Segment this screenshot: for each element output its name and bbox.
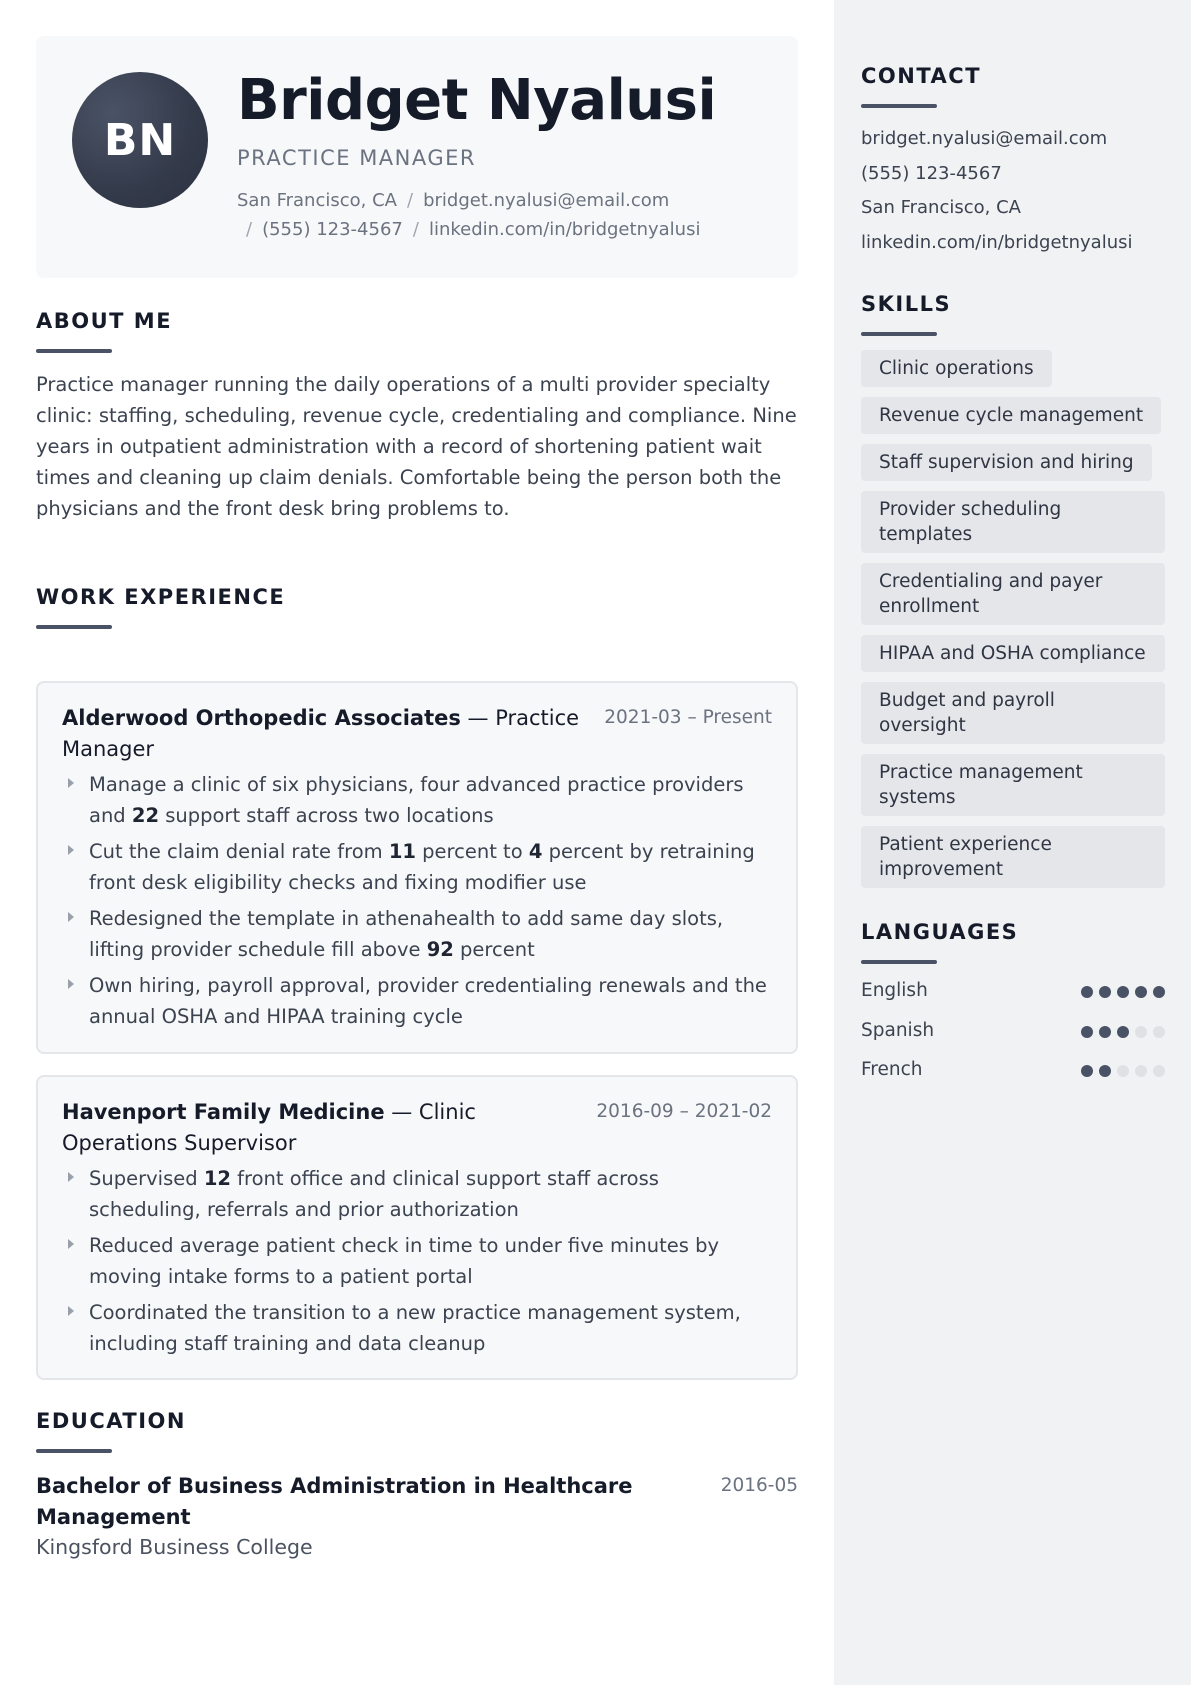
language-level-dots (1081, 1026, 1165, 1038)
level-dot-empty (1135, 1065, 1147, 1077)
language-level-dots (1081, 986, 1165, 998)
skills-section (861, 292, 1165, 888)
level-dot-filled (1081, 1065, 1093, 1077)
section-rule (861, 960, 937, 964)
header-contact-line-2 (237, 219, 700, 240)
languages-title: LANGUAGES (861, 920, 1019, 944)
level-dot-empty (1135, 1026, 1147, 1038)
contact-title: CONTACT (861, 64, 982, 88)
about-text: Practice manager running the daily operations of a multi provider specialty clinic: staffing, scheduling, revenue cycle, credentialing and compliance. Nine years in outpatient administration with a record of shortening patient wait times and cleaning up claim denials. Comfortable being the person both the physicians and the front desk bring problems to. (36, 373, 797, 520)
language-row (861, 980, 1165, 1020)
job-bullet: Coordinated the transition to a new practice management system, including staff training and data cleanup (62, 1297, 774, 1359)
level-dot-filled (1153, 986, 1165, 998)
level-dot-filled (1117, 986, 1129, 998)
separator: / (246, 219, 253, 240)
job-bullets (62, 769, 774, 1037)
header-email[interactable]: bridget.nyalusi@email.com (423, 190, 670, 211)
level-dot-empty (1153, 1026, 1165, 1038)
skill-chip: Budget and payroll oversight (861, 682, 1165, 744)
language-row (861, 1020, 1165, 1060)
language-level-dots (1081, 1065, 1165, 1077)
education-date: 2016-05 (720, 1475, 798, 1496)
skill-chip: Staff supervision and hiring (861, 444, 1152, 481)
skill-chip: HIPAA and OSHA compliance (861, 635, 1165, 672)
section-rule (861, 332, 937, 336)
skill-chip: Practice management systems (861, 754, 1165, 816)
level-dot-empty (1153, 1065, 1165, 1077)
sidebar (834, 0, 1191, 1685)
header-phone[interactable]: (555) 123-4567 (262, 219, 403, 240)
header-location: San Francisco, CA (237, 190, 397, 211)
full-name: Bridget Nyalusi (237, 68, 717, 133)
avatar: BN (72, 72, 208, 208)
job-org: Havenport Family Medicine (62, 1100, 385, 1124)
sidebar-location: San Francisco, CA (861, 197, 1021, 218)
job-bullet: Cut the claim denial rate from 11 percent to 4 percent by retraining front desk eligibility checks and fixing modifier use (62, 836, 774, 898)
language-row (861, 1059, 1165, 1099)
job-dates: 2016-09 – 2021-02 (596, 1101, 772, 1122)
language-list (861, 980, 1165, 1099)
education-section (36, 1409, 798, 1559)
job-role: — Practice Manager (62, 706, 580, 761)
separator: / (406, 190, 414, 211)
sidebar-phone[interactable]: (555) 123-4567 (861, 162, 1002, 184)
job-bullet: Manage a clinic of six physicians, four advanced practice providers and 22 support staff across two locations (62, 769, 774, 831)
header-linkedin[interactable]: linkedin.com/in/bridgetnyalusi (428, 219, 701, 240)
section-rule (36, 349, 112, 353)
section-rule (861, 104, 937, 108)
level-dot-filled (1099, 1026, 1111, 1038)
language-name: English (861, 980, 928, 1001)
header-contact-line-1 (237, 190, 669, 211)
job-heading (62, 1097, 582, 1159)
job-bullet: Supervised 12 front office and clinical support staff across scheduling, referrals and prior authorization (62, 1163, 774, 1225)
job-bullet: Redesigned the template in athenahealth to add same day slots, lifting provider schedule fill above 92 percent (62, 903, 774, 965)
skills-title: SKILLS (861, 292, 952, 316)
level-dot-filled (1099, 986, 1111, 998)
sidebar-email[interactable]: bridget.nyalusi@email.com (861, 128, 1108, 149)
work-title: WORK EXPERIENCE (36, 585, 286, 609)
contact-section (861, 64, 1165, 260)
skill-chip: Revenue cycle management (861, 397, 1161, 434)
level-dot-filled (1099, 1065, 1111, 1077)
about-title: ABOUT ME (36, 309, 173, 333)
sidebar-linkedin[interactable]: linkedin.com/in/bridgetnyalusi (861, 231, 1133, 253)
section-rule (36, 625, 112, 629)
level-dot-filled (1081, 1026, 1093, 1038)
skill-chip: Patient experience improvement (861, 826, 1165, 888)
skill-chip: Credentialing and payer enrollment (861, 563, 1165, 625)
job-bullet: Reduced average patient check in time to under five minutes by moving intake forms to a patient portal (62, 1230, 774, 1292)
job-card (36, 1075, 798, 1380)
section-rule (36, 1449, 112, 1453)
skill-list (861, 350, 1165, 888)
job-bullet: Own hiring, payroll approval, provider credentialing renewals and the annual OSHA and HIPAA training cycle (62, 970, 774, 1032)
skill-chip: Provider scheduling templates (861, 491, 1165, 553)
separator: / (412, 219, 419, 240)
level-dot-filled (1135, 986, 1147, 998)
header-card (36, 36, 798, 278)
job-heading (62, 703, 582, 765)
job-role: — Clinic Operations Supervisor (62, 1100, 476, 1155)
job-org: Alderwood Orthopedic Associates (62, 706, 461, 730)
skill-chip: Clinic operations (861, 350, 1052, 387)
about-section (36, 309, 798, 524)
job-card (36, 681, 798, 1054)
languages-section (861, 920, 1165, 1099)
degree: Bachelor of Business Administration in Healthcare Management (36, 1474, 633, 1529)
level-dot-filled (1117, 1026, 1129, 1038)
language-name: French (861, 1059, 923, 1080)
language-name: Spanish (861, 1019, 935, 1041)
job-bullets (62, 1163, 774, 1364)
main-column (36, 36, 798, 1559)
education-title: EDUCATION (36, 1409, 186, 1433)
level-dot-empty (1117, 1065, 1129, 1077)
school: Kingsford Business College (36, 1535, 313, 1559)
level-dot-filled (1081, 986, 1093, 998)
job-dates: 2021-03 – Present (604, 707, 772, 728)
job-title: PRACTICE MANAGER (237, 146, 477, 170)
work-section (36, 585, 798, 1355)
